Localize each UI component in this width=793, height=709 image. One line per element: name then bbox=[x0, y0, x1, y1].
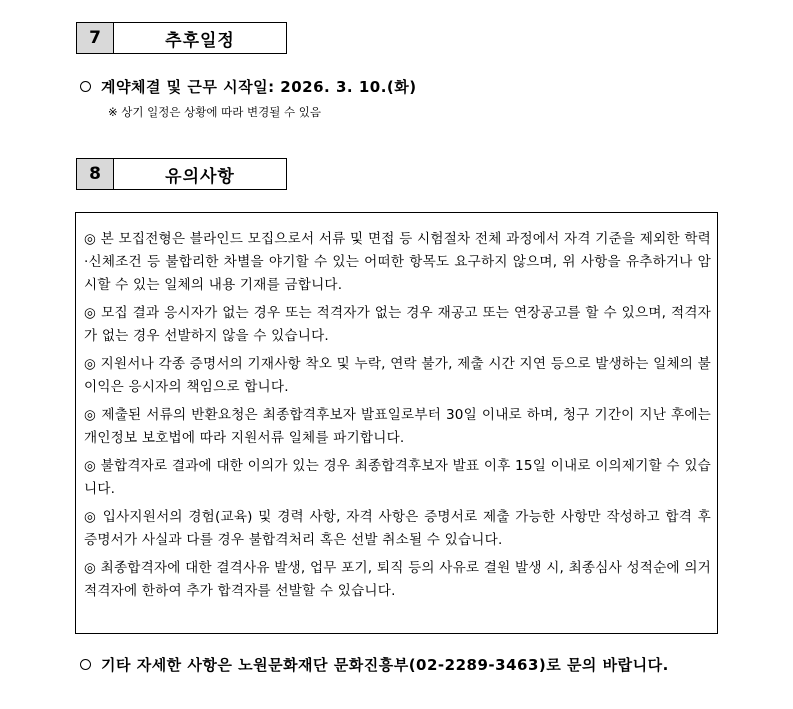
section-title: 유의사항 bbox=[165, 166, 235, 187]
section-title: 추후일정 bbox=[165, 30, 235, 51]
notice-item: ◎ 입사지원서의 경험(교육) 및 경력 사항, 자격 사항은 증명서로 제출 가능한 사항만 작성하고 합격 후 증명서가 사실과 다를 경우 불합격처리 혹은 선발 취소될 수 있습니다. bbox=[84, 509, 711, 548]
section-number: 8 bbox=[77, 159, 114, 189]
schedule-line bbox=[80, 76, 417, 97]
section-number: 7 bbox=[77, 23, 114, 53]
contact-line bbox=[80, 654, 669, 675]
section-8-header bbox=[76, 158, 287, 190]
contact-text: 기타 자세한 사항은 노원문화재단 문화진흥부(02-2289-3463)로 문의 바랍니다. bbox=[101, 656, 669, 674]
circle-bullet-icon bbox=[80, 81, 91, 92]
schedule-note: ※ 상기 일정은 상황에 따라 변경될 수 있음 bbox=[108, 105, 321, 119]
notice-item: ◎ 지원서나 각종 증명서의 기재사항 착오 및 누락, 연락 불가, 제출 시간 지연 등으로 발생하는 일체의 불이익은 응시자의 책임으로 합니다. bbox=[84, 356, 711, 395]
schedule-text: 계약체결 및 근무 시작일: 2026. 3. 10.(화) bbox=[101, 78, 417, 96]
notice-item: ◎ 본 모집전형은 블라인드 모집으로서 서류 및 면접 등 시험절차 전체 과정에서 자격 기준을 제외한 학력·신체조건 등 불합리한 차별을 야기할 수 있는 어떠한 항목도 요구하지 않으며, 위 사항을 유추하거나 암시할 수 있는 일체의 내용 기재를 금합니다. bbox=[84, 231, 711, 293]
notice-box bbox=[75, 212, 718, 634]
notice-item: ◎ 제출된 서류의 반환요청은 최종합격후보자 발표일로부터 30일 이내로 하며, 청구 기간이 지난 후에는 개인정보 보호법에 따라 지원서류 일체를 파기합니다. bbox=[84, 407, 711, 446]
notice-item: ◎ 모집 결과 응시자가 없는 경우 또는 적격자가 없는 경우 재공고 또는 연장공고를 할 수 있으며, 적격자가 없는 경우 선발하지 않을 수 있습니다. bbox=[84, 305, 711, 344]
notice-item: ◎ 최종합격자에 대한 결격사유 발생, 업무 포기, 퇴직 등의 사유로 결원 발생 시, 최종심사 성적순에 의거 적격자에 한하여 추가 합격자를 선발할 수 있습니다. bbox=[84, 560, 711, 599]
notice-item: ◎ 불합격자로 결과에 대한 이의가 있는 경우 최종합격후보자 발표 이후 15일 이내로 이의제기할 수 있습니다. bbox=[84, 458, 711, 497]
circle-bullet-icon bbox=[80, 659, 91, 670]
section-7-header bbox=[76, 22, 287, 54]
